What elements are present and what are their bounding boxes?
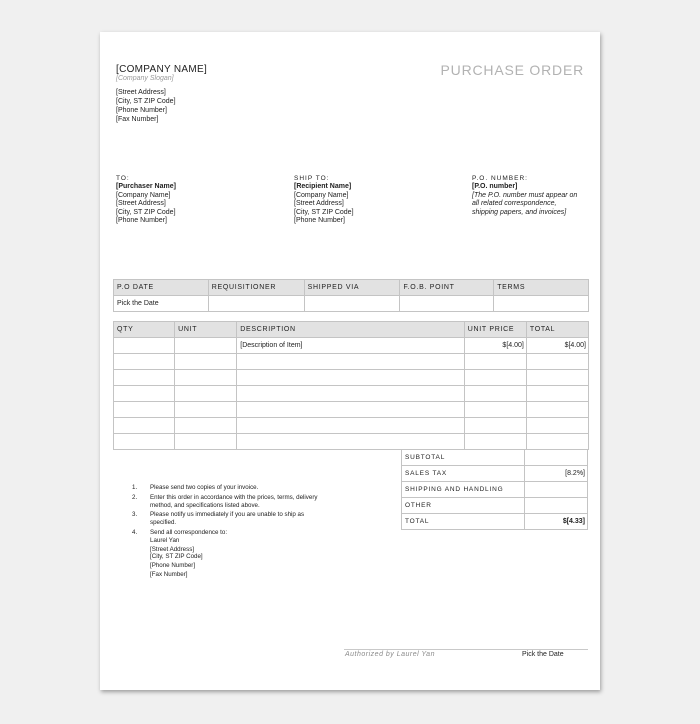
item-description[interactable]: [Description of Item] bbox=[237, 338, 464, 354]
item-unit-price[interactable] bbox=[464, 354, 526, 370]
to-phone: [Phone Number] bbox=[116, 217, 167, 225]
item-total[interactable]: $[4.00] bbox=[526, 338, 588, 354]
line-items-header-row bbox=[114, 322, 589, 338]
item-qty[interactable] bbox=[114, 402, 175, 418]
ship-to-company: [Company Name] bbox=[294, 191, 349, 199]
correspondence-street: [Street Address] bbox=[150, 545, 195, 553]
order-info-table bbox=[113, 279, 589, 312]
company-fax: [Fax Number] bbox=[116, 116, 159, 123]
item-qty[interactable] bbox=[114, 338, 175, 354]
item-unit-price[interactable] bbox=[464, 402, 526, 418]
totals-table bbox=[401, 449, 588, 530]
header-unit-price: UNIT PRICE bbox=[464, 322, 526, 338]
item-unit[interactable] bbox=[175, 370, 237, 386]
item-unit[interactable] bbox=[175, 418, 237, 434]
table-row bbox=[114, 402, 589, 418]
instructions-list bbox=[130, 484, 330, 581]
item-qty[interactable] bbox=[114, 370, 175, 386]
item-description[interactable] bbox=[237, 418, 464, 434]
ship-to-block bbox=[294, 175, 354, 226]
document-title: PURCHASE ORDER bbox=[440, 62, 584, 78]
order-info-header-row bbox=[114, 280, 589, 296]
authorized-by: Authorized by Laurel Yan bbox=[345, 651, 435, 658]
note-text: Please notify us immediately if you are unable to ship as specified. bbox=[150, 511, 305, 527]
requisitioner-field[interactable] bbox=[208, 296, 304, 312]
list-item bbox=[130, 494, 330, 510]
item-unit-price[interactable]: $[4.00] bbox=[464, 338, 526, 354]
item-qty[interactable] bbox=[114, 386, 175, 402]
ship-to-heading: SHIP TO: bbox=[294, 175, 330, 182]
header-fob-point: F.O.B. POINT bbox=[400, 280, 494, 296]
note-text: Enter this order in accordance with the prices, terms, delivery method, and specifications listed above. bbox=[150, 493, 318, 509]
purchaser-name: [Purchaser Name] bbox=[116, 183, 176, 190]
to-block bbox=[116, 175, 176, 226]
order-info-value-row bbox=[114, 296, 589, 312]
header-shipped-via: SHIPPED VIA bbox=[304, 280, 400, 296]
other-value[interactable] bbox=[525, 498, 588, 514]
item-unit[interactable] bbox=[175, 354, 237, 370]
po-date-picker[interactable]: Pick the Date bbox=[114, 296, 209, 312]
ship-to-street: [Street Address] bbox=[294, 200, 344, 208]
other-label: OTHER bbox=[402, 498, 525, 514]
shipping-value[interactable] bbox=[525, 482, 588, 498]
item-description[interactable] bbox=[237, 434, 464, 450]
table-row bbox=[114, 354, 589, 370]
subtotal-value bbox=[525, 450, 588, 466]
shipping-label: SHIPPING AND HANDLING bbox=[402, 482, 525, 498]
item-unit[interactable] bbox=[175, 434, 237, 450]
item-description[interactable] bbox=[237, 386, 464, 402]
item-total[interactable] bbox=[526, 434, 588, 450]
sales-tax-label: SALES TAX bbox=[402, 466, 525, 482]
note-number: 1. bbox=[132, 484, 138, 491]
header-requisitioner: REQUISITIONER bbox=[208, 280, 304, 296]
item-total[interactable] bbox=[526, 402, 588, 418]
correspondence-name: Laurel Yan bbox=[150, 536, 180, 544]
item-unit-price[interactable] bbox=[464, 434, 526, 450]
item-total[interactable] bbox=[526, 386, 588, 402]
po-number-note: [The P.O. number must appear on all related correspondence, shipping papers, and invoices] bbox=[472, 191, 578, 216]
po-number-heading: P.O. NUMBER: bbox=[472, 175, 528, 182]
note-number: 4. bbox=[132, 528, 138, 536]
item-total[interactable] bbox=[526, 354, 588, 370]
terms-field[interactable] bbox=[494, 296, 589, 312]
company-phone: [Phone Number] bbox=[116, 107, 167, 114]
list-item bbox=[130, 511, 330, 527]
fob-point-field[interactable] bbox=[400, 296, 494, 312]
line-items-table bbox=[113, 321, 589, 450]
item-qty[interactable] bbox=[114, 354, 175, 370]
company-city: [City, ST ZIP Code] bbox=[116, 98, 176, 105]
company-street: [Street Address] bbox=[116, 89, 166, 96]
item-unit[interactable] bbox=[175, 402, 237, 418]
item-description[interactable] bbox=[237, 354, 464, 370]
total-row bbox=[402, 514, 588, 530]
item-description[interactable] bbox=[237, 370, 464, 386]
ship-to-phone: [Phone Number] bbox=[294, 217, 345, 225]
item-total[interactable] bbox=[526, 418, 588, 434]
table-row bbox=[114, 418, 589, 434]
item-total[interactable] bbox=[526, 370, 588, 386]
item-unit-price[interactable] bbox=[464, 386, 526, 402]
note-text: Send all correspondence to: bbox=[150, 528, 228, 536]
to-city: [City, ST ZIP Code] bbox=[116, 208, 176, 216]
total-value: $[4.33] bbox=[525, 514, 588, 530]
item-qty[interactable] bbox=[114, 418, 175, 434]
subtotal-row bbox=[402, 450, 588, 466]
po-number-value[interactable]: [P.O. number] bbox=[472, 183, 518, 190]
header-terms: TERMS bbox=[494, 280, 589, 296]
shipping-row bbox=[402, 482, 588, 498]
table-row bbox=[114, 386, 589, 402]
recipient-name: [Recipient Name] bbox=[294, 183, 352, 190]
sales-tax-value[interactable]: [8.2%] bbox=[525, 466, 588, 482]
correspondence-fax: [Fax Number] bbox=[150, 570, 188, 578]
correspondence-phone: [Phone Number] bbox=[150, 562, 196, 570]
item-unit-price[interactable] bbox=[464, 370, 526, 386]
to-heading: TO: bbox=[116, 175, 130, 182]
shipped-via-field[interactable] bbox=[304, 296, 400, 312]
header-total: TOTAL bbox=[526, 322, 588, 338]
table-row bbox=[114, 434, 589, 450]
company-slogan: [Company Slogan] bbox=[116, 75, 174, 82]
note-number: 2. bbox=[132, 493, 138, 501]
subtotal-label: SUBTOTAL bbox=[402, 450, 525, 466]
sales-tax-row bbox=[402, 466, 588, 482]
signature-date-picker[interactable]: Pick the Date bbox=[522, 651, 564, 658]
company-address bbox=[116, 88, 176, 124]
header-unit: UNIT bbox=[175, 322, 237, 338]
note-number: 3. bbox=[132, 511, 138, 519]
list-item bbox=[130, 529, 330, 579]
other-row bbox=[402, 498, 588, 514]
item-unit[interactable] bbox=[175, 338, 237, 354]
header-description: DESCRIPTION bbox=[237, 322, 464, 338]
to-street: [Street Address] bbox=[116, 200, 166, 208]
signature-line bbox=[344, 649, 588, 650]
item-unit[interactable] bbox=[175, 386, 237, 402]
purchase-order-page bbox=[100, 32, 600, 690]
table-row bbox=[114, 338, 589, 354]
note-text: Please send two copies of your invoice. bbox=[150, 484, 259, 491]
to-company: [Company Name] bbox=[116, 191, 171, 199]
po-number-block bbox=[472, 175, 584, 217]
correspondence-city: [City, ST ZIP Code] bbox=[150, 553, 203, 561]
table-row bbox=[114, 370, 589, 386]
company-name: [COMPANY NAME] bbox=[116, 64, 208, 75]
header-po-date: P.O DATE bbox=[114, 280, 209, 296]
item-qty[interactable] bbox=[114, 434, 175, 450]
ship-to-city: [City, ST ZIP Code] bbox=[294, 208, 354, 216]
item-unit-price[interactable] bbox=[464, 418, 526, 434]
header-qty: QTY bbox=[114, 322, 175, 338]
item-description[interactable] bbox=[237, 402, 464, 418]
total-label: TOTAL bbox=[402, 514, 525, 530]
list-item bbox=[130, 484, 330, 492]
